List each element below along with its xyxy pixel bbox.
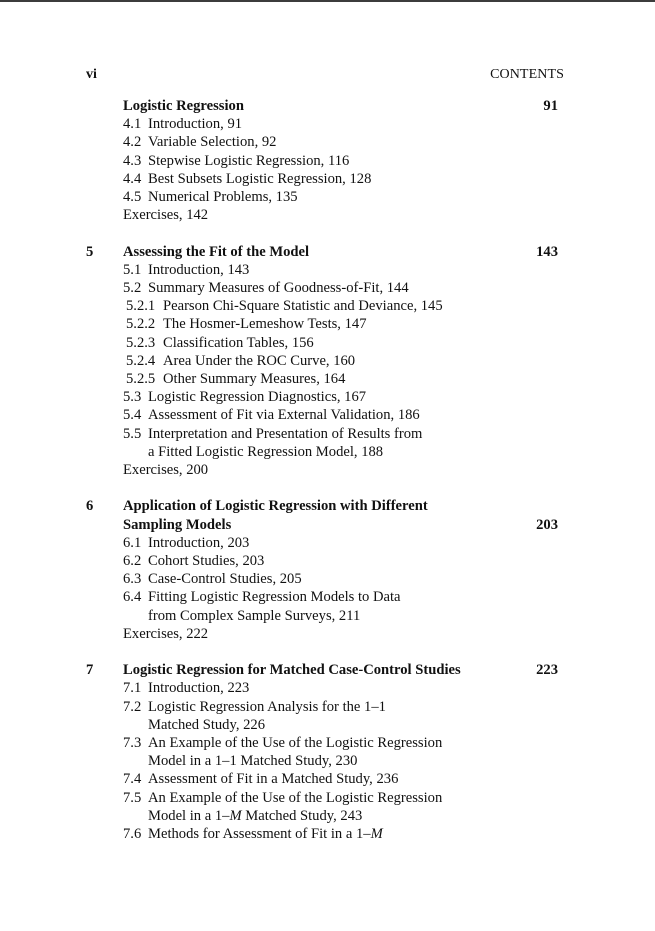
running-head-title: CONTENTS: [490, 67, 564, 82]
section-list: [123, 534, 558, 643]
entry-text: Best Subsets Logistic Regression, 128: [148, 170, 372, 187]
table-of-contents: [86, 97, 558, 861]
toc-chapter-4: [86, 97, 558, 224]
toc-entry[interactable]: [123, 698, 558, 734]
entry-text: Introduction, 203: [148, 534, 250, 551]
entry-text: An Example of the Use of the Logistic Regression: [148, 789, 443, 806]
chapter-number: 5: [86, 243, 94, 260]
entry-text-continuation: from Complex Sample Surveys, 211: [148, 607, 361, 624]
entry-number: 5.2.5: [126, 371, 156, 388]
entry-number: 5.5: [123, 425, 142, 442]
entry-number: 5.4: [123, 407, 142, 424]
entry-number: 5.2.3: [126, 334, 156, 351]
toc-chapter-6: [86, 497, 558, 643]
entry-number: 4.4: [123, 170, 142, 187]
entry-number: 5.1: [123, 261, 142, 278]
toc-entry[interactable]: [123, 789, 558, 825]
page-top-rule: [0, 0, 655, 2]
entry-text: Exercises, 142: [123, 207, 209, 224]
entry-text-continuation: a Fitted Logistic Regression Model, 188: [148, 443, 384, 460]
entry-number: 4.1: [123, 116, 142, 133]
toc-chapter-7: [86, 661, 558, 843]
entry-text-continuation: [148, 807, 558, 825]
entry-number: 4.5: [123, 189, 142, 206]
chapter-page: 203: [536, 516, 558, 533]
running-head: [86, 67, 564, 87]
section-list: [123, 679, 558, 843]
chapter-title: Assessing the Fit of the Model: [123, 243, 310, 260]
entry-text: Assessment of Fit in a Matched Study, 236: [148, 771, 399, 788]
chapter-number: 6: [86, 498, 94, 515]
toc-entry-exercises[interactable]: [123, 206, 558, 224]
toc-entry[interactable]: [123, 734, 558, 770]
toc-subentry[interactable]: [126, 370, 558, 388]
chapter-title: Logistic Regression for Matched Case-Control Studies: [123, 662, 461, 679]
entry-text-italic-m: M: [370, 826, 383, 843]
entry-text: Logistic Regression Diagnostics, 167: [148, 389, 367, 406]
entry-number: 6.4: [123, 589, 142, 606]
toc-entry[interactable]: [123, 188, 558, 206]
toc-entry[interactable]: [123, 570, 558, 588]
toc-subentry[interactable]: [126, 297, 558, 315]
entry-text: Assessment of Fit via External Validation, 186: [148, 407, 420, 424]
toc-entry[interactable]: [123, 115, 558, 133]
chapter-title-line-1: Application of Logistic Regression with Different: [123, 498, 428, 515]
toc-entry[interactable]: [123, 770, 558, 788]
entry-text: Area Under the ROC Curve, 160: [163, 352, 356, 369]
entry-number: 7.2: [123, 698, 142, 715]
entry-text: Pearson Chi-Square Statistic and Deviance, 145: [163, 298, 443, 315]
entry-number: 6.1: [123, 534, 142, 551]
toc-subentry[interactable]: [126, 315, 558, 333]
entry-text: Exercises, 200: [123, 462, 209, 479]
chapter-heading[interactable]: [86, 243, 558, 261]
entry-number: 5.2.1: [126, 298, 156, 315]
entry-number: 6.3: [123, 571, 142, 588]
toc-subentry[interactable]: [126, 334, 558, 352]
chapter-page: 91: [543, 98, 558, 114]
toc-entry[interactable]: [123, 534, 558, 552]
chapter-title: [123, 497, 503, 533]
toc-entry[interactable]: [123, 133, 558, 151]
chapter-heading[interactable]: [86, 97, 558, 115]
entry-number: 5.2: [123, 280, 142, 297]
toc-chapter-5: [86, 243, 558, 480]
entry-text: Exercises, 222: [123, 625, 209, 642]
entry-text-continuation: Matched Study, 226: [148, 716, 266, 733]
entry-text: Other Summary Measures, 164: [163, 371, 346, 388]
continuation-post: Matched Study, 243: [241, 807, 363, 824]
toc-entry[interactable]: [123, 406, 558, 424]
continuation-italic-m: M: [229, 807, 242, 824]
entry-number: 7.6: [123, 826, 142, 843]
chapter-heading[interactable]: [86, 661, 558, 679]
entry-text: Classification Tables, 156: [163, 334, 314, 351]
entry-text: The Hosmer-Lemeshow Tests, 147: [163, 316, 367, 333]
entry-text: An Example of the Use of the Logistic Regression: [148, 735, 443, 752]
toc-entry[interactable]: [123, 825, 558, 843]
toc-subentry[interactable]: [126, 352, 558, 370]
chapter-title-line-2: Sampling Models: [123, 516, 232, 533]
entry-text: Numerical Problems, 135: [148, 189, 298, 206]
entry-text: Fitting Logistic Regression Models to Data: [148, 589, 401, 606]
entry-number: 5.3: [123, 389, 142, 406]
toc-entry[interactable]: [123, 152, 558, 170]
toc-entry[interactable]: [123, 170, 558, 188]
continuation-pre: Model in a 1–: [148, 807, 230, 824]
entry-number: 4.2: [123, 134, 142, 151]
entry-text: Variable Selection, 92: [148, 134, 277, 151]
entry-text: Introduction, 143: [148, 261, 250, 278]
page-number: vi: [86, 67, 97, 82]
toc-entry[interactable]: [123, 679, 558, 697]
toc-entry[interactable]: [123, 552, 558, 570]
entry-text: Case-Control Studies, 205: [148, 571, 302, 588]
entry-number: 7.4: [123, 771, 142, 788]
section-list: [123, 115, 558, 224]
toc-entry[interactable]: [123, 388, 558, 406]
toc-entry[interactable]: [123, 588, 558, 624]
entry-text: Cohort Studies, 203: [148, 553, 265, 570]
section-list: [123, 261, 558, 479]
entry-text: Logistic Regression Analysis for the 1–1: [148, 698, 386, 715]
entry-number: 6.2: [123, 553, 142, 570]
chapter-page: 223: [536, 662, 558, 679]
entry-text: Introduction, 223: [148, 680, 250, 697]
entry-number: 5.2.2: [126, 316, 156, 333]
chapter-number: 7: [86, 662, 94, 679]
entry-text: Introduction, 91: [148, 116, 243, 133]
entry-text: Interpretation and Presentation of Results from: [148, 425, 423, 442]
chapter-title: Logistic Regression: [123, 98, 244, 114]
toc-entry[interactable]: [123, 279, 558, 297]
entry-text: Stepwise Logistic Regression, 116: [148, 152, 350, 169]
toc-entry-exercises[interactable]: [123, 625, 558, 643]
entry-text-continuation: Model in a 1–1 Matched Study, 230: [148, 753, 358, 770]
entry-number: 5.2.4: [126, 352, 156, 369]
entry-number: 7.3: [123, 735, 142, 752]
entry-number: 7.5: [123, 789, 142, 806]
entry-number: 7.1: [123, 680, 142, 697]
toc-entry-exercises[interactable]: [123, 461, 558, 479]
chapter-page: 143: [536, 243, 558, 260]
toc-entry[interactable]: [123, 261, 558, 279]
chapter-heading[interactable]: [86, 497, 558, 533]
toc-entry[interactable]: [123, 425, 558, 461]
entry-text: Methods for Assessment of Fit in a 1–: [148, 826, 371, 843]
entry-text: Summary Measures of Goodness-of-Fit, 144: [148, 280, 409, 297]
entry-number: 4.3: [123, 152, 142, 169]
